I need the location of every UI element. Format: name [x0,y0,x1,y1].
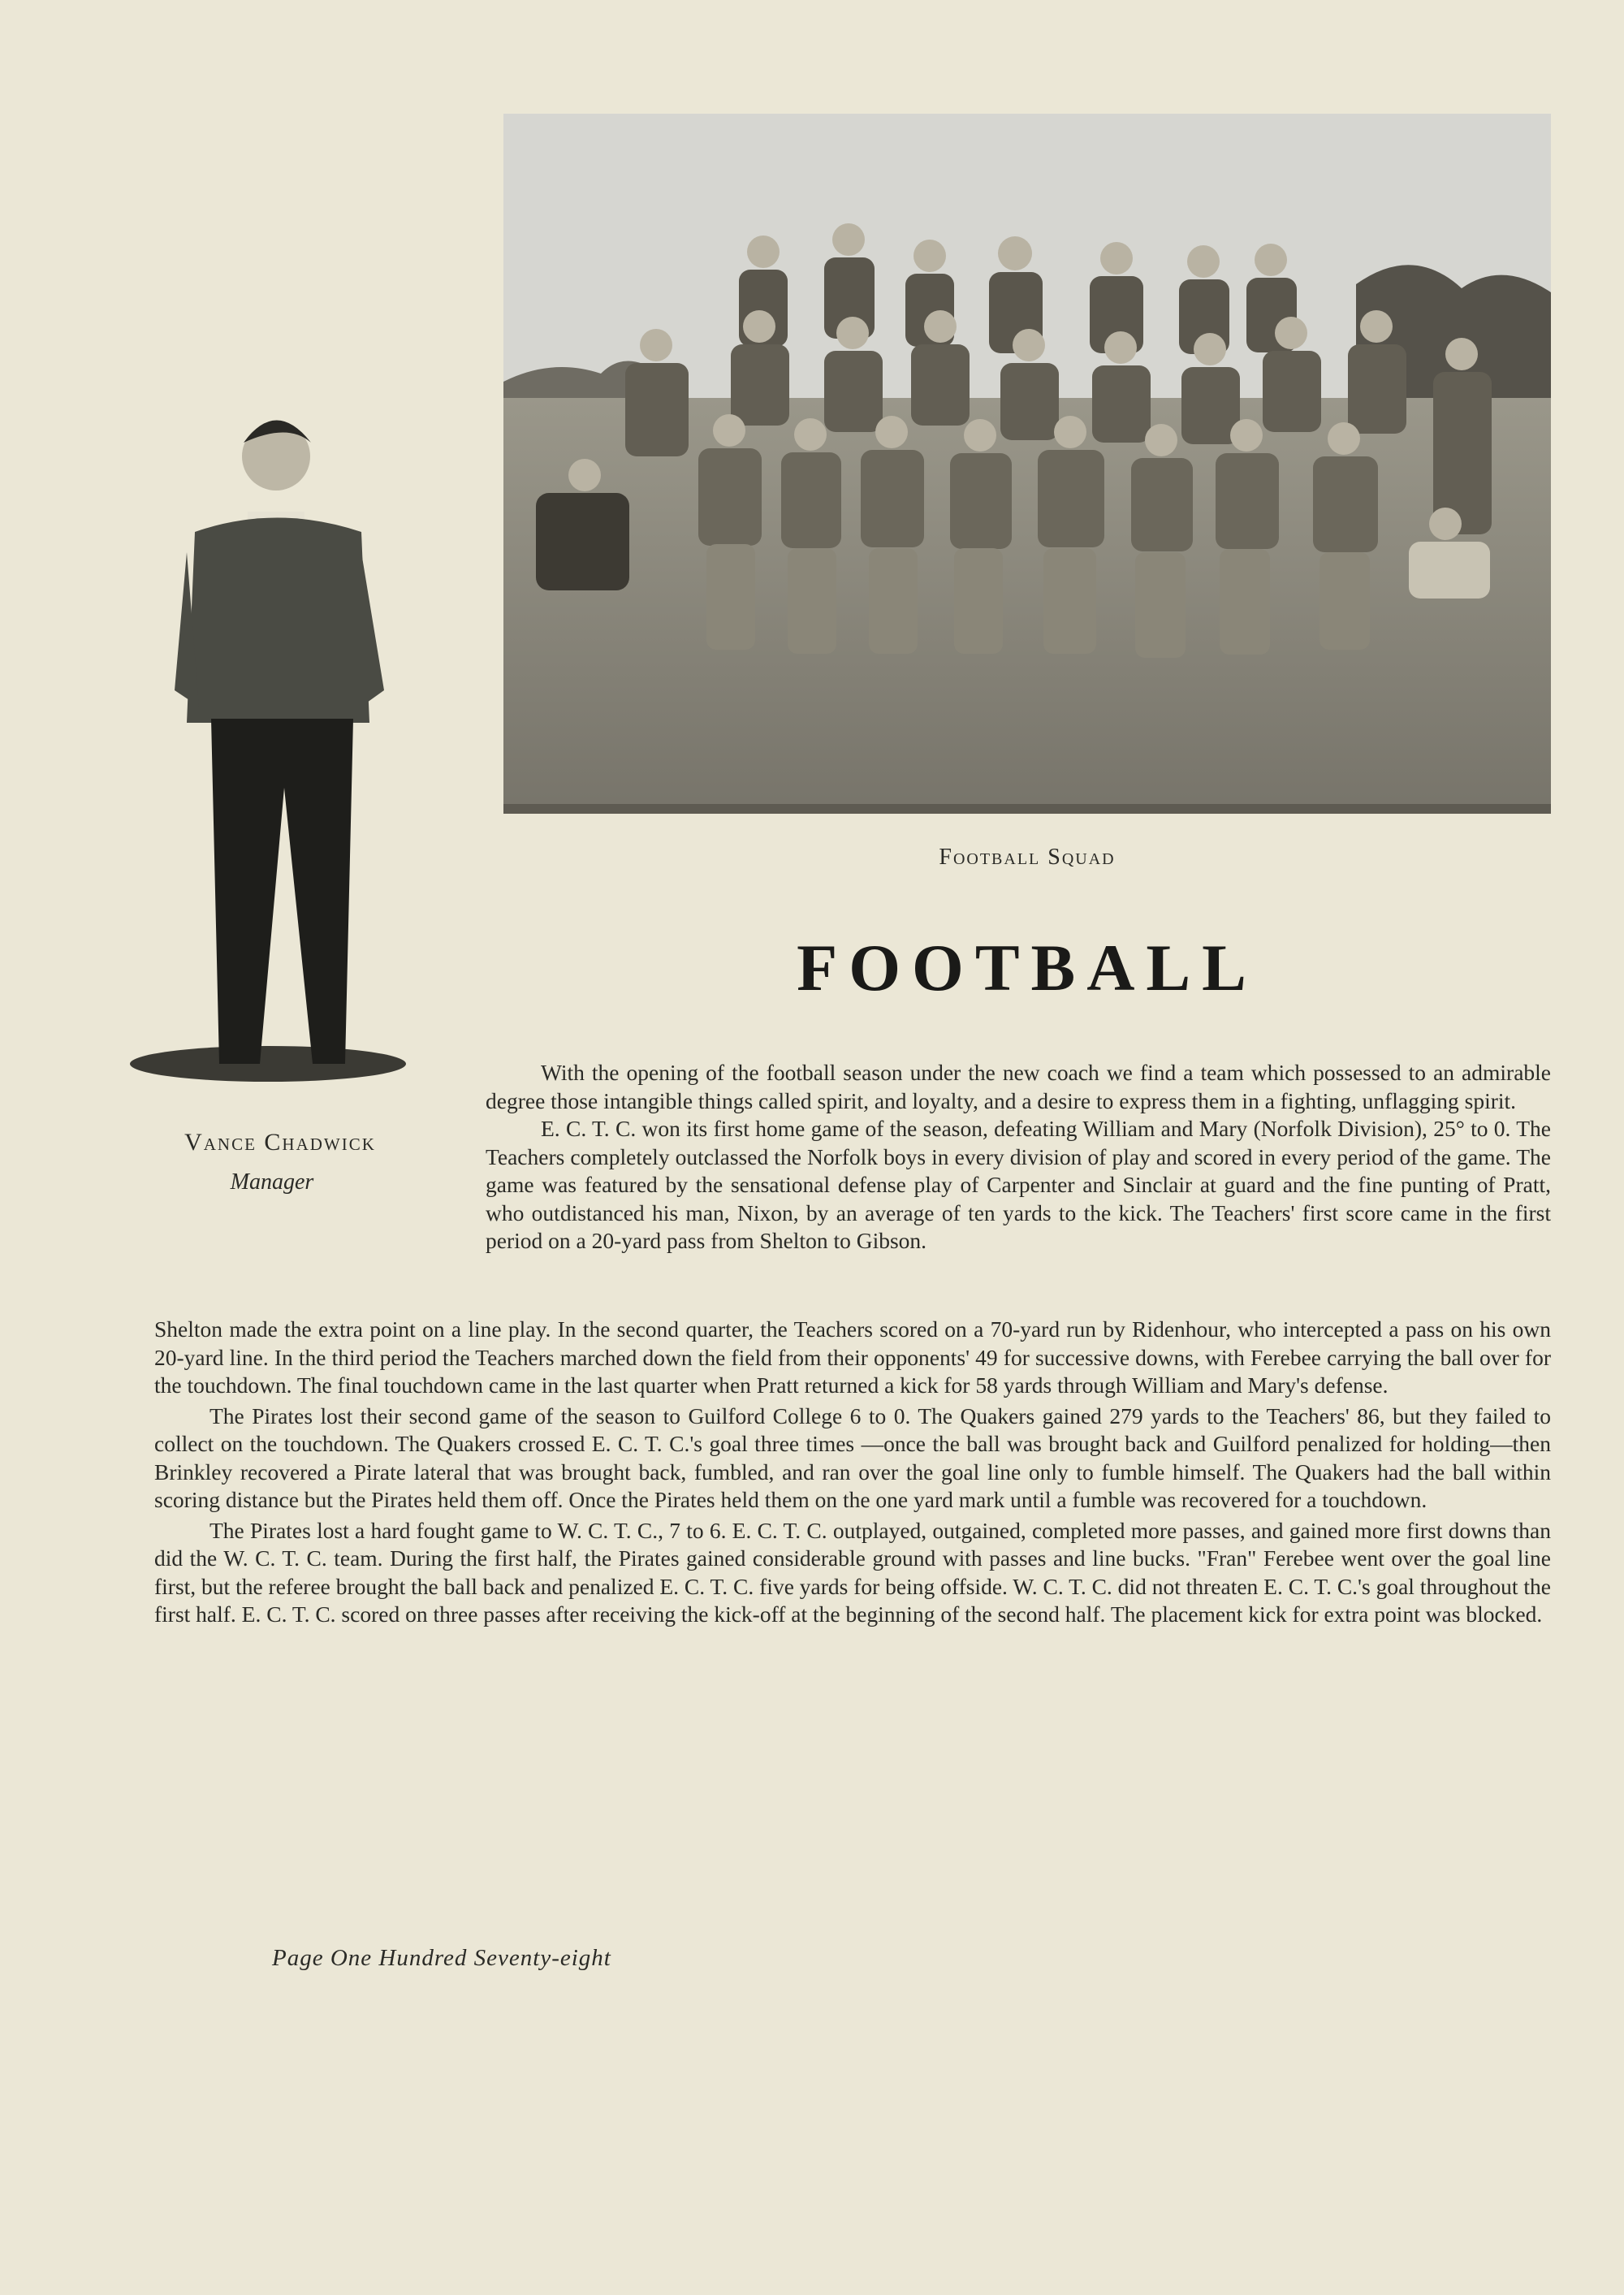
manager-figure [126,398,410,1104]
page-title: FOOTBALL [797,931,1258,1005]
article-body [154,1316,1551,1632]
article-paragraph: With the opening of the football season under the new coach we find a team which possessed to an admirable degree those intangible things called spirit, and loyalty, and a desire to express them in a fighting, unflagging spirit. [486,1060,1551,1113]
manager-photo [126,398,410,1104]
manager-role: Manager [230,1169,314,1195]
page-number: Page One Hundred Seventy-eight [272,1945,611,1971]
team-photo [503,114,1551,814]
article-intro [486,1059,1551,1256]
article-paragraph: The Pirates lost their second game of the season to Guilford College 6 to 0. The Quakers gained 279 yards to the Teachers' 86, but they failed to collect on the touchdown. The Quakers crossed E. C. T. C.'s goal three times —once the ball was brought back and Guilford penalized for holding—then Brinkley recovered a Pirate lateral that was brought back, fumbled, and ran over the goal line only to fumble himself. The Quakers had the ball within scoring distance but the Pirates held them off. Once the Pirates held them on the one yard mark until a fumble was recovered for a touchdown. [154,1402,1551,1512]
photo-caption: Football Squad [939,845,1116,870]
article-paragraph: Shelton made the extra point on a line play. In the second quarter, the Teachers scored on a 70-yard run by Ridenhour, who intercepted a pass on his own 20-yard line. In the third period the Teachers marched down the field from their opponents' 49 for successive downs, with Ferebee carrying the ball over for the touchdown. The final touchdown came in the last quarter when Pratt returned a kick for 58 yards through William and Mary's defense. [154,1316,1551,1398]
team-photo-drawing [503,114,1551,814]
manager-name: Vance Chadwick [184,1129,376,1156]
article-paragraph: The Pirates lost a hard fought game to W. C. T. C., 7 to 6. E. C. T. C. outplayed, outgained, completed more passes, and gained more first downs than did the W. C. T. C. team. During the first half, the Pirates gained considerable ground with passes and line bucks. "Fran" Ferebee went over the goal line first, but the referee brought the ball back and penalized E. C. T. C. five yards for being offside. W. C. T. C. did not threaten E. C. T. C.'s goal throughout the first half. E. C. T. C. scored on three passes after receiving the kick-off at the beginning of the second half. The placement kick for extra point was blocked. [154,1517,1551,1627]
article-paragraph: E. C. T. C. won its first home game of the season, defeating William and Mary (Norfolk Division), 25° to 0. The Teachers completely outclassed the Norfolk boys in every division of play and scored in every period of the game. The game was featured by the sensational defense play of Carpenter and Sinclair at guard and the fine punting of Pratt, who outdistanced his man, Nixon, by an average of ten yards to the kick. The Teachers' first score came in the first period on a 20-yard pass from Shelton to Gibson. [486,1116,1551,1253]
